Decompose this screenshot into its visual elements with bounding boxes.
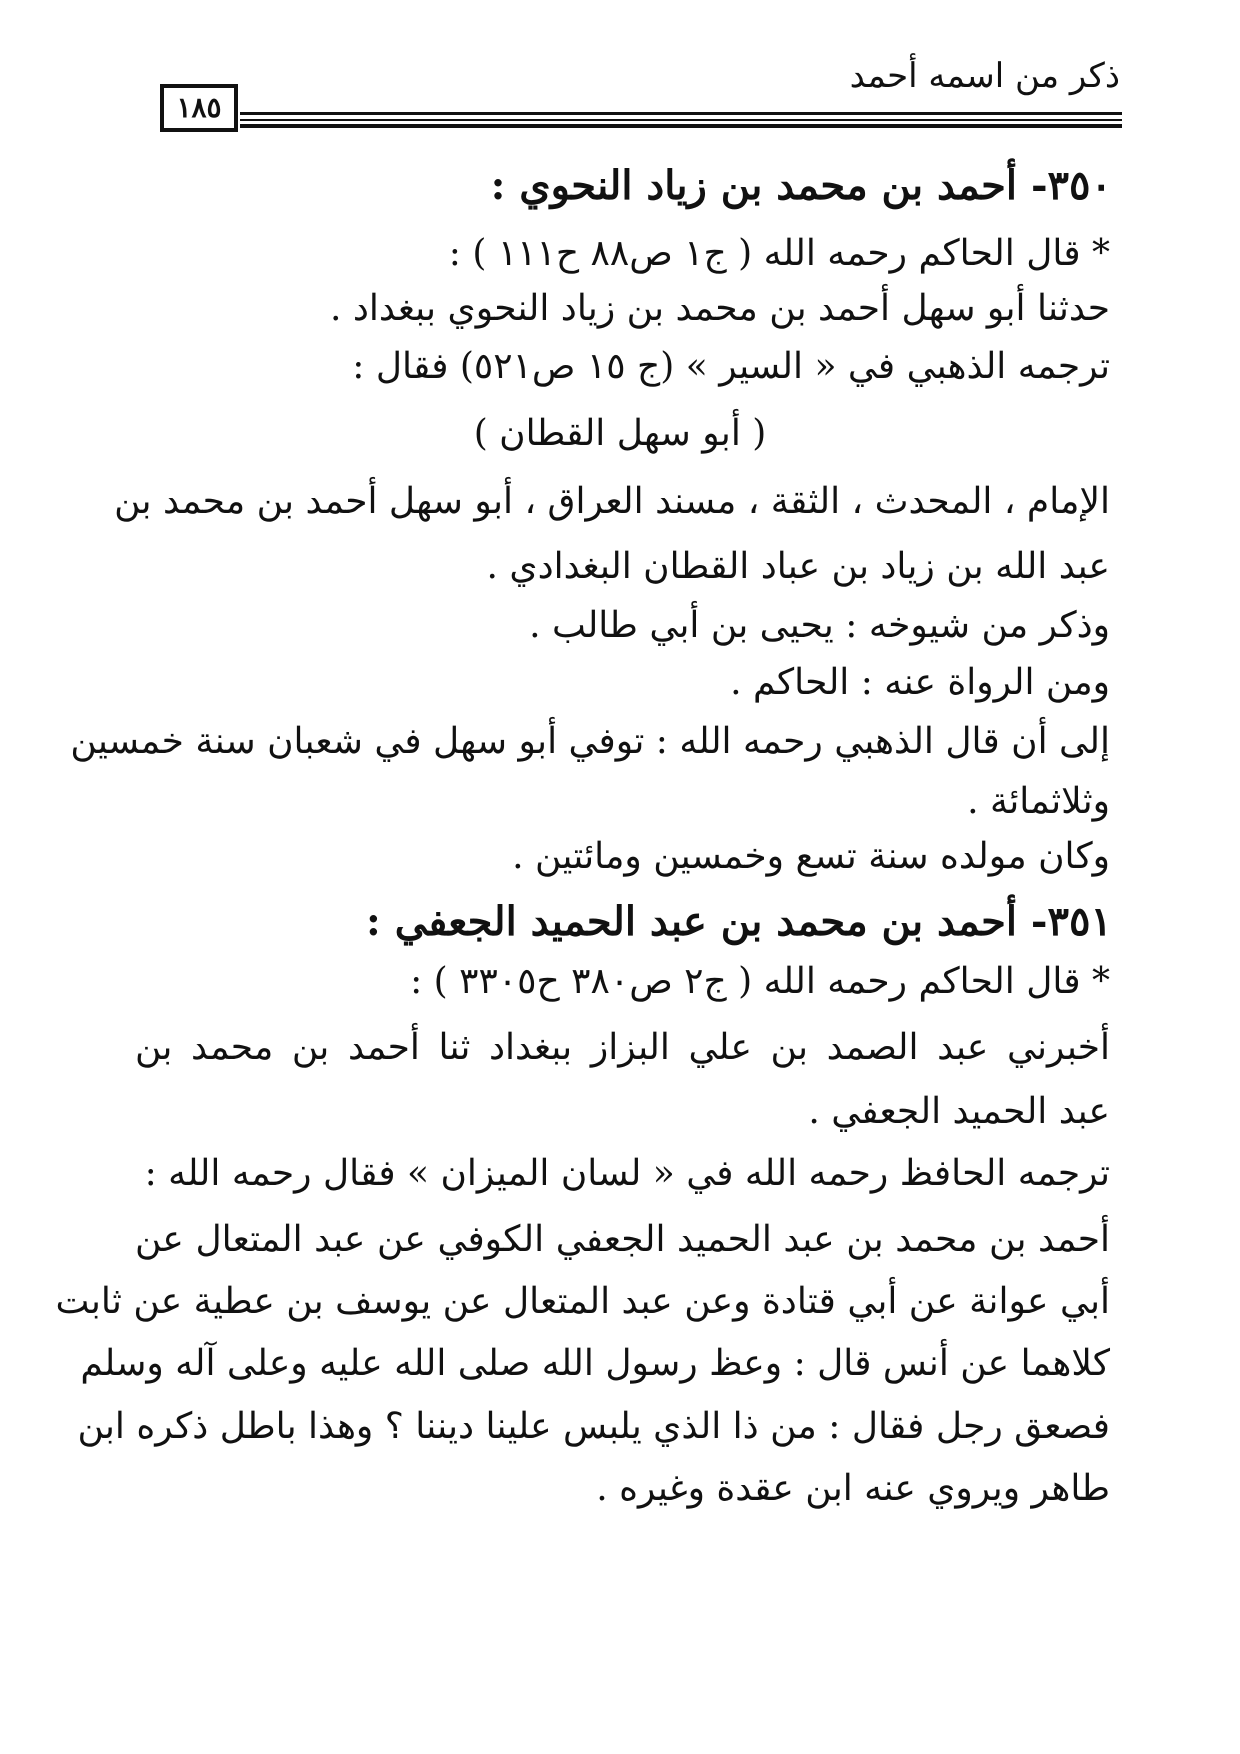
text-line: أبي عوانة عن أبي قتادة وعن عبد المتعال عن يوسف بن عطية عن ثابت	[55, 1281, 1110, 1322]
text-line: وكان مولده سنة تسع وخمسين ومائتين .	[512, 836, 1110, 877]
text-line: عبد الحميد الجعفي .	[808, 1091, 1110, 1132]
page-number: ١٨٥	[160, 84, 238, 132]
text-line: * قال الحاكم رحمه الله ( ج٢ ص٣٨٠ ح٣٣٠٥ ) :	[410, 961, 1110, 1002]
text-line: ترجمه الذهبي في « السير » (ج ١٥ ص٥٢١) فقال :	[352, 346, 1110, 387]
text-line: * قال الحاكم رحمه الله ( ج١ ص٨٨ ح١١١ ) :	[448, 233, 1110, 274]
text-line: وذكر من شيوخه : يحيى بن أبي طالب .	[529, 605, 1110, 646]
header-rule	[240, 119, 1122, 121]
text-line: أحمد بن محمد بن عبد الحميد الجعفي الكوفي عن عبد المتعال عن	[135, 1219, 1110, 1260]
entry-heading: ٣٥١- أحمد بن محمد بن عبد الحميد الجعفي :	[366, 898, 1112, 945]
text-line: طاهر ويروي عنه ابن عقدة وغيره .	[596, 1468, 1110, 1509]
text-line: إلى أن قال الذهبي رحمه الله : توفي أبو سهل في شعبان سنة خمسين	[70, 721, 1110, 762]
text-line: ( أبو سهل القطان )	[473, 413, 767, 454]
text-line: وثلاثمائة .	[967, 781, 1110, 822]
text-line: ومن الرواة عنه : الحاكم .	[730, 662, 1110, 703]
text-line: الإمام ، المحدث ، الثقة ، مسند العراق ، أبو سهل أحمد بن محمد بن	[114, 481, 1110, 522]
header-rule	[240, 112, 1122, 115]
text-line: أخبرني عبد الصمد بن علي البزاز ببغداد ثنا أحمد بن محمد بن	[135, 1027, 1110, 1068]
text-line: كلاهما عن أنس قال : وعظ رسول الله صلى الله عليه وعلى آله وسلم	[80, 1343, 1110, 1384]
header-title: ذكر من اسمه أحمد	[849, 56, 1120, 96]
entry-heading: ٣٥٠- أحمد بن محمد بن زياد النحوي :	[490, 162, 1112, 209]
header-rule	[240, 124, 1122, 128]
text-line: عبد الله بن زياد بن عباد القطان البغدادي .	[486, 546, 1110, 587]
text-line: ترجمه الحافظ رحمه الله في « لسان الميزان » فقال رحمه الله :	[144, 1153, 1110, 1194]
text-line: حدثنا أبو سهل أحمد بن محمد بن زياد النحوي ببغداد .	[330, 288, 1110, 329]
text-line: فصعق رجل فقال : من ذا الذي يلبس علينا ديننا ؟ وهذا باطل ذكره ابن	[77, 1406, 1110, 1447]
